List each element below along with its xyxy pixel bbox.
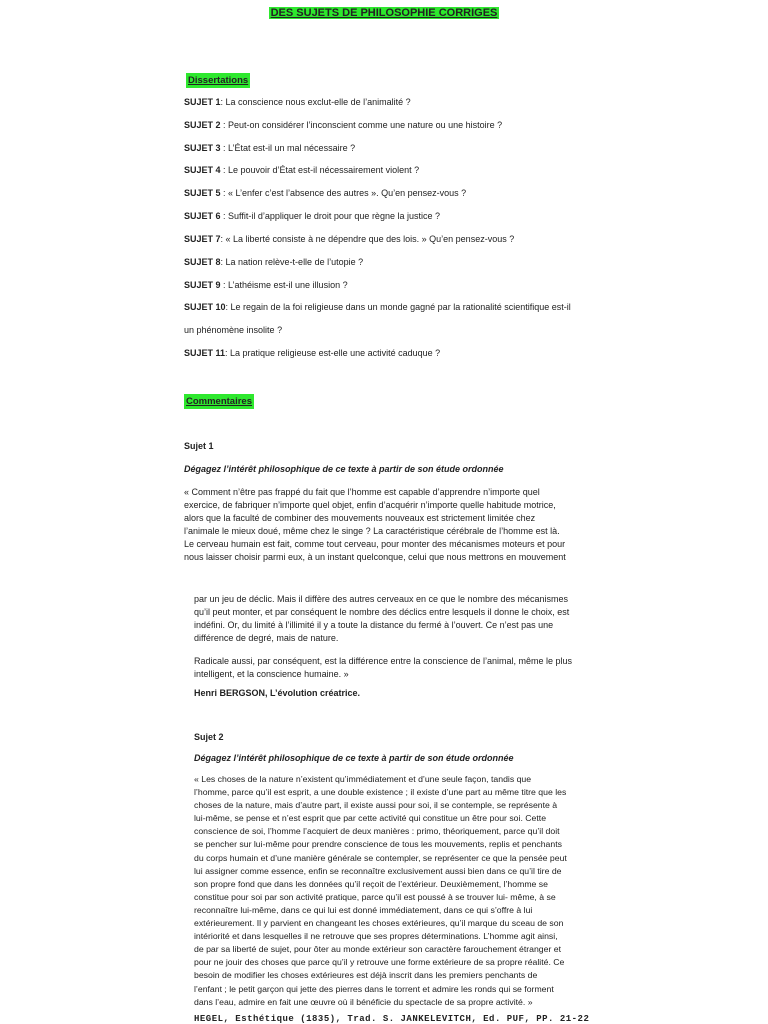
sujet-item: SUJET 1: La conscience nous exclut-elle de l’animalité ? (184, 97, 411, 107)
sujet-item: SUJET 10: Le regain de la foi religieuse dans un monde gagné par la rationalité scientifique est-il (184, 302, 571, 312)
sujet1-passage-part1: « Comment n’être pas frappé du fait que l’homme est capable d’apprendre n’importe quel exercice, de fabriquer n’importe quel objet, enfin d’acquérir n’importe quelle habitude motrice, alors que la faculté de combiner des mouvements nouveaux est strictement limitée chez l’animale le mieux doué, même chez le singe ? La caractéristique cérébrale de l’homme est là. Le cerveau humain est fait, comme tout cerveau, pour monter des mécanismes moteurs et pour nous laisser choisir parmi eux, à un instant quelconque, celui que nous mettrons en mouvement (184, 487, 566, 562)
document-title: DES SUJETS DE PHILOSOPHIE CORRIGES (270, 7, 498, 19)
sujet1-passage-part3: Radicale aussi, par conséquent, est la différence entre la conscience de l’animal, même le plus intelligent, et la conscience humaine. » (194, 656, 573, 679)
sujet-item: SUJET 7: « La liberté consiste à ne dépendre que des lois. » Qu’en pensez-vous ? (184, 234, 515, 244)
dissertations-label: Dissertations (188, 75, 249, 86)
commentaires-label: Commentaires (186, 396, 252, 407)
sujet-item: SUJET 8: La nation relève-t-elle de l’utopie ? (184, 257, 364, 267)
sujet2-heading: Sujet 2 (194, 732, 224, 742)
sujet1-heading: Sujet 1 (184, 441, 214, 451)
sujet1-author: Henri BERGSON, L’évolution créatrice. (194, 688, 361, 698)
sujet-item: SUJET 11: La pratique religieuse est-elle une activité caduque ? (184, 348, 441, 358)
sujet-item: SUJET 5 : « L’enfer c’est l’absence des autres ». Qu’en pensez-vous ? (184, 188, 467, 198)
sujet-item: SUJET 2 : Peut-on considérer l’inconscient comme une nature ou une histoire ? (184, 120, 503, 130)
sujet-item: SUJET 9 : L’athéisme est-il une illusion ? (184, 280, 348, 290)
sujet-item-continuation: un phénomène insolite ? (184, 325, 283, 335)
sujet-item: SUJET 6 : Suffit-il d’appliquer le droit pour que règne la justice ? (184, 211, 440, 221)
sujet1-passage-part2: par un jeu de déclic. Mais il diffère des autres cerveaux en ce que le nombre des mécanismes qu’il peut monter, et par conséquent le nombre des déclics entre lesquels il donne le choix, est indéfini. Or, du limité à l’illimité il y a toute la distance du fermé à l’ouvert. Ce n’est pas une différence de degré, mais de nature. (194, 594, 570, 643)
sujet-item: SUJET 3 : L’État est-il un mal nécessaire ? (184, 143, 356, 153)
sujet1-instruction: Dégagez l’intérêt philosophique de ce texte à partir de son étude ordonnée (184, 464, 504, 474)
sujet2-instruction: Dégagez l’intérêt philosophique de ce texte à partir de son étude ordonnée (194, 753, 514, 763)
sujet2-passage: « Les choses de la nature n’existent qu’immédiatement et d’une seule façon, tandis que l’homme, parce qu’il est esprit, a une double existence ; il existe d’une part au même titre que les choses de la nature, mais d’autre part, il existe aussi pour soi, il se contemple, se représente à lui-même, se pense et n’est esprit que par cette activité qui constitue un être pour soi. Cette conscience de soi, l’homme l’acquiert de deux manières : primo, théoriquement, parce qu’il doit se pencher sur lui-même pour prendre conscience de tous les mouvements, replis et penchants du corps humain et d’une manière générale se contempler, se représenter ce que la pensée peut lui assigner comme essence, enfin se reconnaître exclusivement aussi bien dans ce qu’il tire de son propre fond que dans les données qu’il reçoit de l’extérieur. Deuxièmement, l’homme se constitue pour soi par son activité pratique, parce qu’il est poussé à se trouver lui- même, à se reconnaître lui-même, dans ce qui lui est donné immédiatement, dans ce qui s’offre à lui extérieurement. Il y parvient en changeant les choses extérieures, qu’il marque du sceau de son intériorité et dans lesquelles il ne retrouve que ses propres déterminations. L’homme agit ainsi, de par sa liberté de sujet, pour ôter au monde extérieur son caractère farouchement étranger et pour ne jouir des choses que parce qu’il y retrouve une forme extérieure de sa propre réalité. Ce besoin de modifier les choses extérieures est déjà inscrit dans les premiers penchants de l’enfant ; le petit garçon qui jette des pierres dans le torrent et admire les ronds qui se forment dans l’eau, admire en fait une œuvre où il bénéficie du spectacle de sa propre activité. » (194, 774, 567, 1007)
sujet2-author: HEGEL, Esthétique (1835), Trad. S. JANKELEVITCH, Ed. PUF, PP. 21-22 (194, 1014, 590, 1024)
sujet-item: SUJET 4 : Le pouvoir d’État est-il nécessairement violent ? (184, 165, 420, 175)
